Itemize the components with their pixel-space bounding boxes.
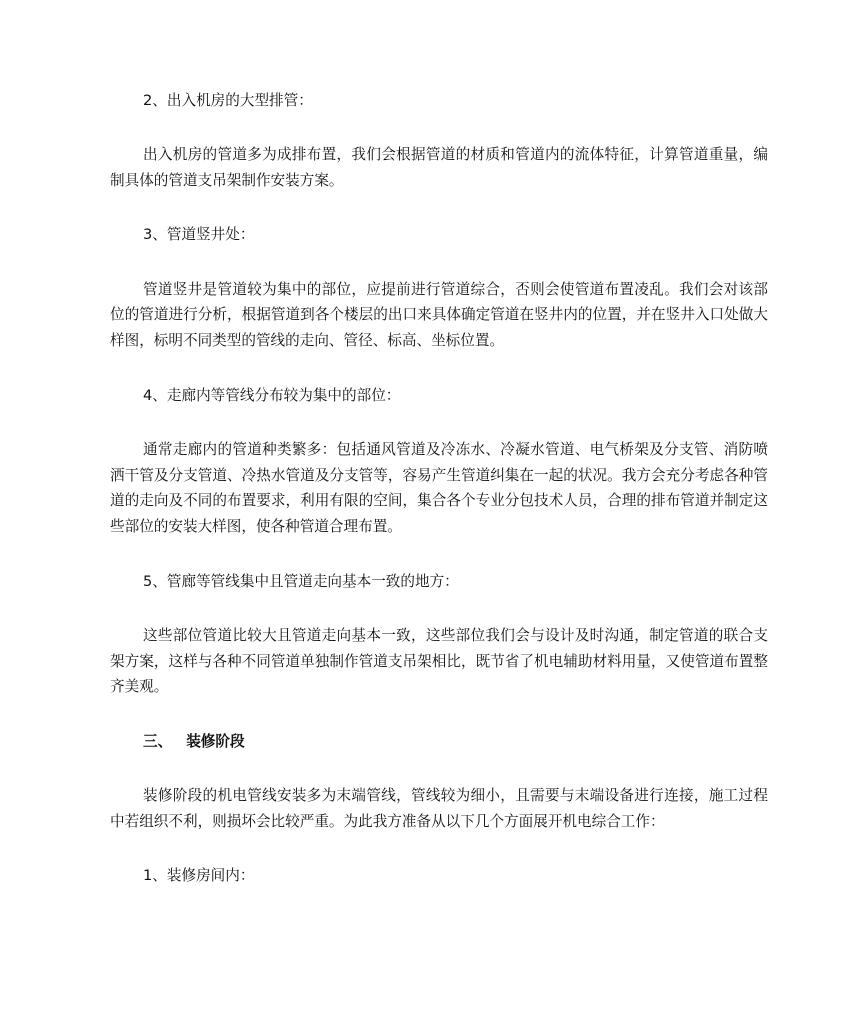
section-title: 装修阶段 [186,732,245,750]
paragraph-machine-room-pipes: 出入机房的管道多为成排布置，我们会根据管道的材质和管道内的流体特征，计算管道重量，编制具体的管道支吊架制作安装方案。 [110,146,768,190]
paragraph-pipe-shaft: 管道竖井是管道较为集中的部位，应提前进行管道综合，否则会使管道布置凌乱。我们会对该部位的管道进行分析，根据管道到各个楼层的出口来具体确定管道在竖井内的位置，并在竖井入口处做大样图，标明不同类型的管线的走向、管径、标高、坐标位置。 [110,280,768,350]
section-heading-decoration-stage [110,729,768,755]
section-number: 三、 [143,732,173,750]
subheading-corridor-pipes: 4、走廊内等管线分布较为集中的部位： [143,386,401,404]
subheading-pipe-shaft: 3、管道竖井处： [143,226,255,244]
paragraph-corridor-pipes: 通常走廊内的管道种类繁多：包括通风管道及冷冻水、冷凝水管道、电气桥架及分支管、消防喷洒干管及分支管道、冷热水管道及分支管等，容易产生管道纠集在一起的状况。我方会充分考虑各种管道的走向及不同的布置要求，利用有限的空间，集合各个专业分包技术人员，合理的排布管道并制定这些部位的安装大样图，使各种管道合理布置。 [110,440,768,536]
subheading-pipe-gallery: 5、管廊等管线集中且管道走向基本一致的地方： [143,572,459,590]
subheading-decoration-rooms: 1、装修房间内： [143,867,255,885]
document-page [110,88,768,889]
subheading-machine-room-pipes: 2、出入机房的大型排管： [143,92,313,109]
paragraph-decoration-stage: 装修阶段的机电管线安装多为末端管线，管线较为细小，且需要与末端设备进行连接，施工过程中若组织不利，则损坏会比较严重。为此我方准备从以下几个方面展开机电综合工作： [110,787,768,830]
paragraph-pipe-gallery: 这些部位管道比较大且管道走向基本一致，这些部位我们会与设计及时沟通，制定管道的联合支架方案，这样与各种不同管道单独制作管道支吊架相比，既节省了机电辅助材料用量，又使管道布置整齐美观。 [110,626,768,696]
